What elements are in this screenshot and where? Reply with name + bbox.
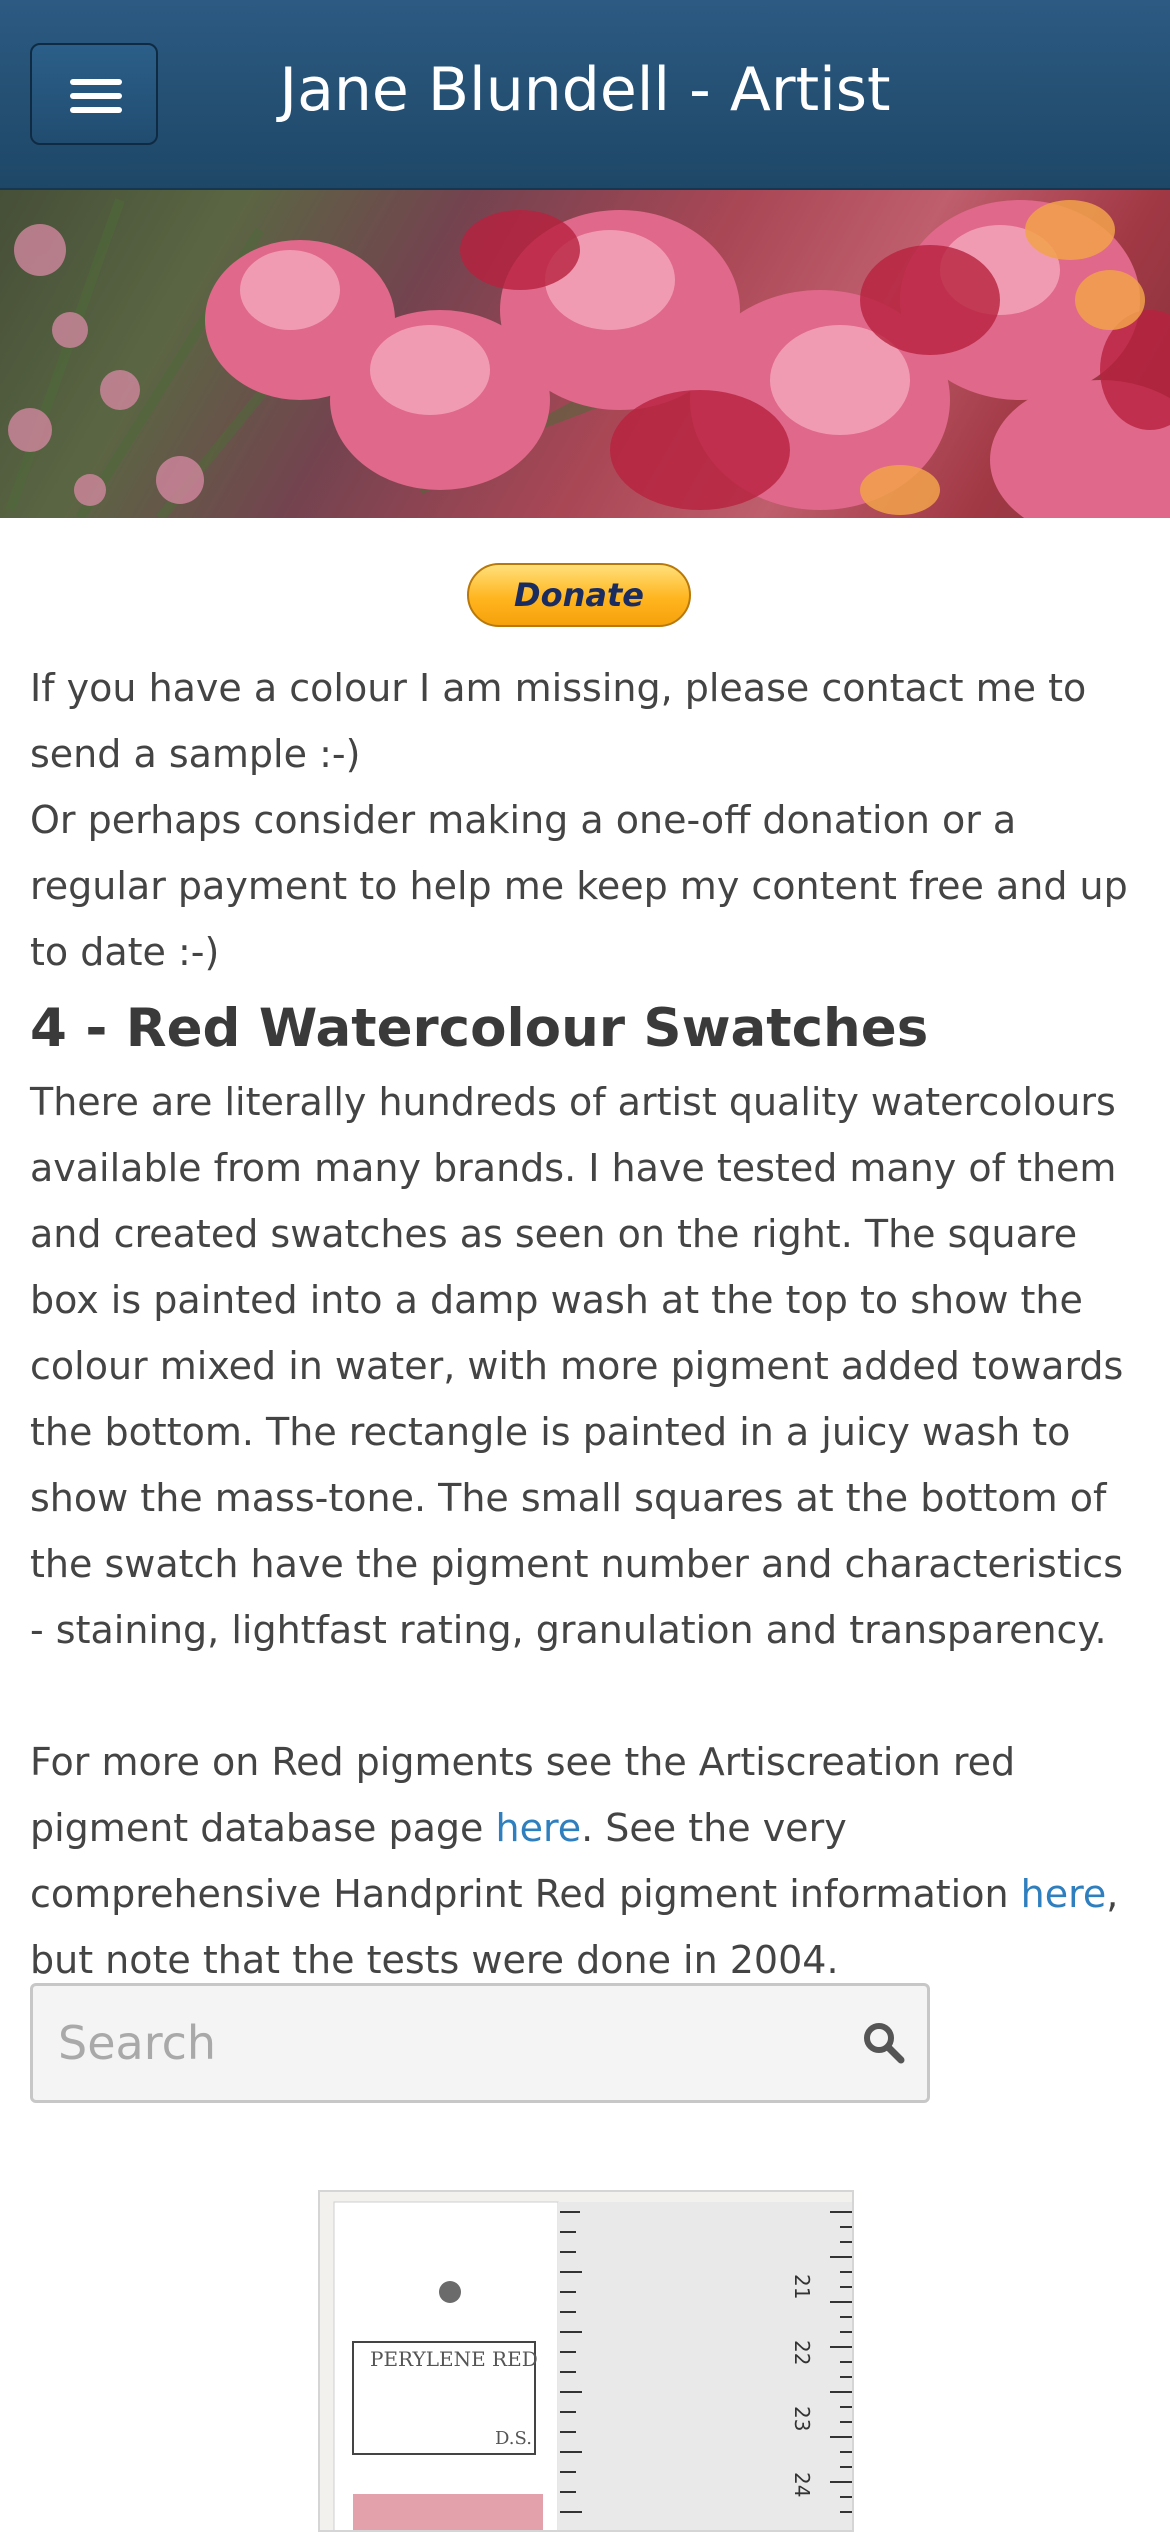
swatch-colour-label: PERYLENE RED (370, 2347, 538, 2371)
ruler-number-23: 23 (790, 2406, 814, 2432)
artiscreation-link[interactable]: here (495, 1806, 582, 1850)
main-content (30, 655, 1140, 1993)
ruler-number-24: 24 (790, 2472, 814, 2498)
hero-banner-image (0, 190, 1170, 518)
handprint-link[interactable]: here (1020, 1872, 1107, 1916)
ruler-number-22: 22 (790, 2340, 814, 2366)
pigment-resources-paragraph: For more on Red pigments see the Artiscreation red pigment database page here. See the very comprehensive Handprint Red pigment information here, but note that the tests were done in 2004. (30, 1740, 1119, 1982)
search-input[interactable] (33, 1986, 833, 2100)
ruler-number-21: 21 (790, 2274, 814, 2300)
page-heading: 4 - Red Watercolour Swatches (30, 998, 929, 1059)
donate-button[interactable]: Donate (467, 563, 691, 627)
search-box (30, 1983, 930, 2103)
swatch-signature: D.S. (495, 2428, 532, 2449)
swatch-image (318, 2190, 854, 2532)
tulip-painting (0, 190, 1170, 518)
top-navbar (0, 0, 1170, 190)
swatch-description: There are literally hundreds of artist quality watercolours available from many brands. I have tested many of them and created swatches as seen on the right. The square box is painted into a damp wash at the top to show the colour mixed in water, with more pigment added towards the bottom. The rectangle is painted in a juicy wash to show the mass-tone. The small squares at the bottom of the swatch have the pigment number and characteristics - staining, lightfast rating, granulation and transparency. (30, 1080, 1124, 1652)
intro-donation-note: Or perhaps consider making a one-off donation or a regular payment to help me keep my content free and up to date :-) (30, 798, 1128, 974)
site-title[interactable]: Jane Blundell - Artist (279, 55, 891, 125)
search-icon[interactable] (861, 2020, 905, 2068)
intro-missing-colour: If you have a colour I am missing, please contact me to send a sample :-) (30, 666, 1087, 776)
